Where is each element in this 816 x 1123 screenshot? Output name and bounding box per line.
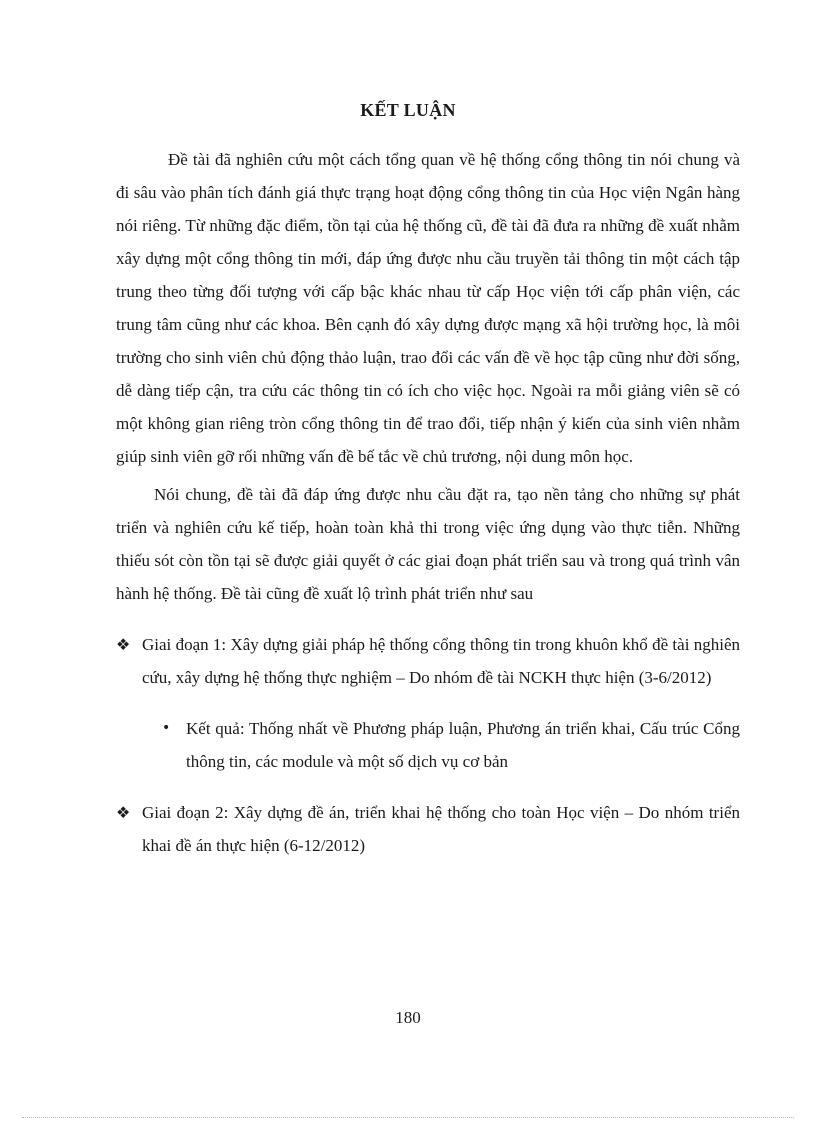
phase-1-result-item: [162, 712, 740, 778]
page-bottom-divider: [22, 1117, 794, 1118]
paragraph-2: Nói chung, đề tài đã đáp ứng được nhu cầu đặt ra, tạo nền tảng cho những sự phát triển và nghiên cứu kế tiếp, hoàn toàn khả thi trong việc ứng dụng vào thực tiễn. Những thiếu sót còn tồn tại sẽ được giải quyết ở các giai đoạn phát triển sau và trong quá trình vân hành hệ thống. Đề tài cũng đề xuất lộ trình phát triển như sau: [116, 485, 740, 603]
body-content: [116, 143, 740, 862]
phase-2-text: Giai đoạn 2: Xây dựng đề án, triển khai hệ thống cho toàn Học viện – Do nhóm triển khai đề án thực hiện (6-12/2012): [142, 803, 740, 855]
phase-1-item: [116, 628, 740, 694]
diamond-bullet-icon: ❖: [116, 803, 131, 822]
phase-1-text: Giai đoạn 1: Xây dựng giải pháp hệ thống cổng thông tin trong khuôn khổ đề tài nghiên cứu, xây dựng hệ thống thực nghiệm – Do nhóm đề tài NCKH thực hiện (3-6/2012): [142, 635, 740, 687]
paragraph-1: Đề tài đã nghiên cứu một cách tổng quan về hệ thống cổng thông tin nói chung và đi sâu vào phân tích đánh giá thực trạng hoạt động cổng thông tin của Học viện Ngân hàng nói riêng. Từ những đặc điểm, tồn tại của hệ thống cũ, đề tài đã đưa ra những đề xuất nhằm xây dựng một cổng thông tin mới, đáp ứng được nhu cầu truyền tải thông tin một cách tập trung theo từng đối tượng với cấp bậc khác nhau từ cấp Học viện tới cấp phân viện, các trung tâm cũng như các khoa. Bên cạnh đó xây dựng được mạng xã hội trường học, là môi trường cho sinh viên chủ động thảo luận, trao đổi các vấn đề về học tập cũng như đời sống, dễ dàng tiếp cận, tra cứu các thông tin có ích cho việc học. Ngoài ra mỗi giảng viên sẽ có một không gian riêng tròn cổng thông tin để trao đổi, tiếp nhận ý kiến của sinh viên nhằm giúp sinh viên gỡ rối những vấn đề bế tắc về chủ trương, nội dung môn học.: [116, 150, 740, 466]
phase-1-result-text: Kết quả: Thống nhất về Phương pháp luận, Phương án triển khai, Cấu trúc Cổng thông tin, các module và một số dịch vụ cơ bản: [186, 719, 740, 771]
page-number: 180: [395, 1008, 421, 1027]
page-title: KẾT LUẬN: [360, 100, 456, 120]
dot-bullet-icon: •: [162, 720, 171, 736]
phase-2-item: [116, 796, 740, 862]
diamond-bullet-icon: ❖: [116, 635, 131, 654]
